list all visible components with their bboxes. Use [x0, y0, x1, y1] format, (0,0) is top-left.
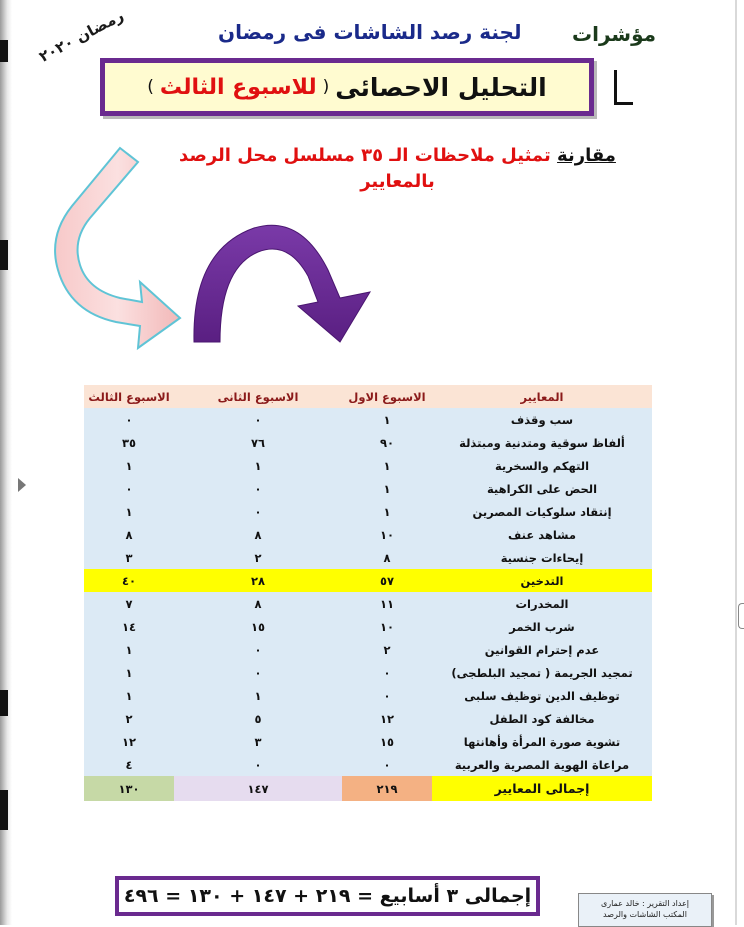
week2-value: ٨ — [174, 523, 342, 546]
bracket-mark — [614, 70, 633, 105]
week1-value: ٨ — [342, 546, 432, 569]
criteria-table — [84, 385, 652, 801]
criterion-name: عدم إحترام القوانين — [432, 638, 652, 661]
strip-blot — [0, 240, 8, 270]
title-paren-open: ( — [322, 77, 330, 97]
week2-value: ١ — [174, 684, 342, 707]
prepared-by-line2: المكتب الشاشات والرصد — [603, 910, 687, 919]
week3-value: ٠ — [84, 477, 174, 500]
table-row — [84, 730, 652, 753]
criterion-name: مراعاة الهوية المصرية والعربية — [432, 753, 652, 776]
total-week2: ١٤٧ — [174, 776, 342, 801]
expand-panel-icon[interactable] — [18, 478, 26, 492]
table-row — [84, 684, 652, 707]
week1-value: ١٥ — [342, 730, 432, 753]
table-row — [84, 408, 652, 431]
total-label: إجمالى المعايير — [432, 776, 652, 801]
week1-value: ٠ — [342, 661, 432, 684]
table-total-row — [84, 776, 652, 801]
criterion-name: توظيف الدين توظيف سلبى — [432, 684, 652, 707]
week3-value: ١ — [84, 684, 174, 707]
week1-value: ١ — [342, 500, 432, 523]
week2-value: ١٥ — [174, 615, 342, 638]
strip-blot — [0, 40, 8, 62]
week2-value: ٠ — [174, 638, 342, 661]
table-row-highlighted — [84, 569, 652, 592]
week1-value: ١ — [342, 454, 432, 477]
comparison-rest: تمثيل ملاحظات الـ ٣٥ مسلسل محل الرصد بالمعايير — [179, 145, 551, 192]
week2-value: ٠ — [174, 661, 342, 684]
criterion-name: ألفاظ سوقية ومتدنية ومبتذلة — [432, 431, 652, 454]
criterion-name: الحض على الكراهية — [432, 477, 652, 500]
week3-value: ١ — [84, 638, 174, 661]
purple-curved-arrow-icon — [180, 210, 390, 350]
ramadan-year-stamp: رمضان ٢٠٢٠ — [36, 6, 127, 66]
week3-value: ٣٥ — [84, 431, 174, 454]
table-row — [84, 477, 652, 500]
title-week: للاسبوع الثالث — [159, 74, 317, 100]
week2-value: ٠ — [174, 477, 342, 500]
week1-value: ٠ — [342, 684, 432, 707]
total-week3: ١٣٠ — [84, 776, 174, 801]
header-week3: الاسبوع الثالث — [84, 385, 174, 408]
comparison-lead: مقارنة — [557, 145, 616, 166]
criterion-name: التهكم والسخرية — [432, 454, 652, 477]
table-row — [84, 454, 652, 477]
criterion-name: سب وقذف — [432, 408, 652, 431]
table-row — [84, 707, 652, 730]
table-row — [84, 753, 652, 776]
week1-value: ١٢ — [342, 707, 432, 730]
header-week1: الاسبوع الاول — [342, 385, 432, 408]
table-header-row — [84, 385, 652, 408]
week2-value: ٢ — [174, 546, 342, 569]
week1-value: ١٠ — [342, 615, 432, 638]
page-divider — [735, 0, 737, 925]
week1-value: ٥٧ — [342, 569, 432, 592]
week3-value: ١٤ — [84, 615, 174, 638]
three-week-total-box — [115, 876, 540, 916]
week3-value: ٢ — [84, 707, 174, 730]
week3-value: ٤ — [84, 753, 174, 776]
header-week2: الاسبوع الثانى — [174, 385, 342, 408]
header-criteria: المعايير — [432, 385, 652, 408]
three-week-total-text: إجمالى ٣ أسابيع = ٢١٩ + ١٤٧ + ١٣٠ = ٤٩٦ — [123, 885, 532, 907]
table-row — [84, 546, 652, 569]
criterion-name: التدخين — [432, 569, 652, 592]
title-paren-close: ) — [147, 77, 154, 97]
week2-value: ٠ — [174, 753, 342, 776]
week3-value: ١٢ — [84, 730, 174, 753]
week3-value: ١ — [84, 454, 174, 477]
criterion-name: تمجيد الجريمة ( تمجيد البلطجى) — [432, 661, 652, 684]
table-row — [84, 431, 652, 454]
table-row — [84, 638, 652, 661]
week2-value: ١ — [174, 454, 342, 477]
left-page-strip — [0, 0, 12, 925]
week1-value: ١ — [342, 408, 432, 431]
criterion-name: شرب الخمر — [432, 615, 652, 638]
criterion-name: إنتقاد سلوكيات المصرين — [432, 500, 652, 523]
week2-value: ٠ — [174, 500, 342, 523]
week1-value: ٢ — [342, 638, 432, 661]
comparison-heading — [170, 143, 625, 195]
week3-value: ٨ — [84, 523, 174, 546]
week1-value: ٠ — [342, 753, 432, 776]
title-box — [100, 58, 594, 116]
criterion-name: إيحاءات جنسية — [432, 546, 652, 569]
total-week1: ٢١٩ — [342, 776, 432, 801]
week3-value: ٤٠ — [84, 569, 174, 592]
week2-value: ٨ — [174, 592, 342, 615]
pink-bent-arrow-icon — [50, 140, 190, 360]
header-committee: لجنة رصد الشاشات فى رمضان — [218, 20, 522, 44]
prepared-by-box — [578, 893, 712, 927]
prepared-by-line1: إعداد التقرير : خالد عمارى — [600, 899, 689, 908]
week2-value: ٢٨ — [174, 569, 342, 592]
strip-blot — [0, 790, 8, 830]
table-row — [84, 500, 652, 523]
week1-value: ١٠ — [342, 523, 432, 546]
criterion-name: تشوية صورة المرأة وأهانتها — [432, 730, 652, 753]
criterion-name: مخالفة كود الطفل — [432, 707, 652, 730]
table-row — [84, 661, 652, 684]
header-indicators: مؤشرات — [572, 22, 656, 46]
strip-blot — [0, 690, 8, 716]
week2-value: ٣ — [174, 730, 342, 753]
week3-value: ٣ — [84, 546, 174, 569]
scroll-handle[interactable] — [738, 603, 744, 629]
title-main: التحليل الاحصائى — [335, 72, 547, 102]
table-row — [84, 615, 652, 638]
week3-value: ٠ — [84, 408, 174, 431]
week1-value: ٩٠ — [342, 431, 432, 454]
week1-value: ١١ — [342, 592, 432, 615]
criterion-name: مشاهد عنف — [432, 523, 652, 546]
week2-value: ٥ — [174, 707, 342, 730]
table-row — [84, 523, 652, 546]
criterion-name: المخدرات — [432, 592, 652, 615]
week3-value: ٧ — [84, 592, 174, 615]
week2-value: ٧٦ — [174, 431, 342, 454]
table-row — [84, 592, 652, 615]
week2-value: ٠ — [174, 408, 342, 431]
week3-value: ١ — [84, 661, 174, 684]
week3-value: ١ — [84, 500, 174, 523]
week1-value: ١ — [342, 477, 432, 500]
